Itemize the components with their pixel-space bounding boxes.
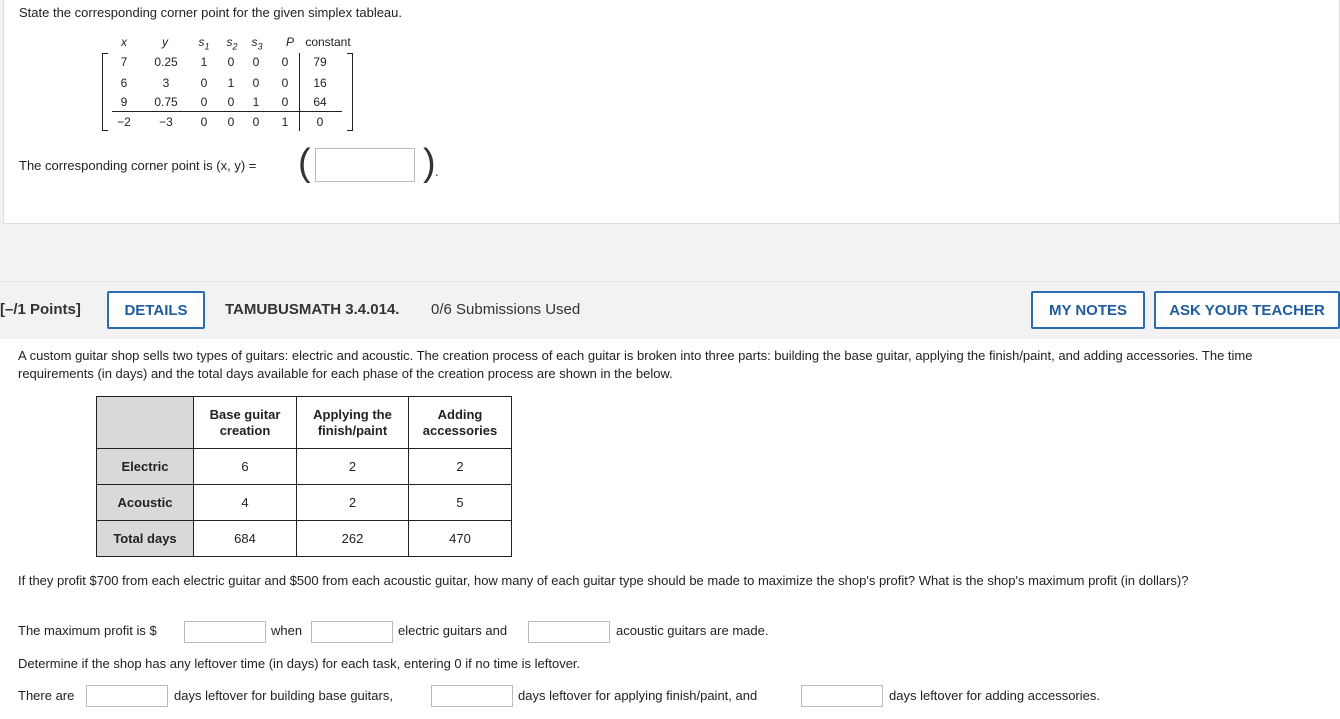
tableau-cell: 1 xyxy=(227,76,235,90)
table-row-header: Acoustic xyxy=(97,485,194,521)
table-cell: 6 xyxy=(194,449,297,485)
tableau-header-s3: $s_3$ xyxy=(251,35,263,52)
leftover-accessories-label: days leftover for adding accessories. xyxy=(889,688,1100,703)
tableau-header-constant: constant xyxy=(305,35,351,49)
tableau-cell: 0 xyxy=(200,76,208,90)
close-paren: ) xyxy=(423,142,436,184)
my-notes-button[interactable]: MY NOTES xyxy=(1031,291,1145,329)
table-cell: 2 xyxy=(297,485,409,521)
simplex-tableau xyxy=(94,32,359,132)
table-cell: 4 xyxy=(194,485,297,521)
tableau-header-p: P xyxy=(285,35,294,49)
tableau-cell: 7 xyxy=(120,55,128,69)
open-paren: ( xyxy=(298,142,311,184)
tableau-cell: 0 xyxy=(200,115,208,129)
guitar-time-table xyxy=(96,396,512,557)
table-cell: 470 xyxy=(409,521,512,557)
table-cell: 684 xyxy=(194,521,297,557)
table-row-header: Electric xyxy=(97,449,194,485)
tableau-right-bracket xyxy=(347,53,353,131)
acoustic-label: acoustic guitars are made. xyxy=(616,623,769,638)
electric-count-input[interactable] xyxy=(311,621,393,643)
table-column-header: Applying the finish/paint xyxy=(297,397,409,449)
tableau-cell: 79 xyxy=(313,55,327,69)
leftover-finish-label: days leftover for applying finish/paint, and xyxy=(518,688,758,703)
question-2-intro: A custom guitar shop sells two types of guitars: electric and acoustic. The creation process of each guitar is broken into three parts: building the base guitar, applying the finish/paint, and adding accessories. The time requirements (in days) and the total days available for each phase of the creation process are shown in the below. xyxy=(18,348,1253,381)
tableau-cell: 3 xyxy=(162,76,170,90)
tableau-cell: 0.75 xyxy=(154,95,178,109)
max-profit-input[interactable] xyxy=(184,621,266,643)
tableau-cell: 0 xyxy=(227,95,235,109)
tableau-divider-horizontal xyxy=(112,111,342,112)
acoustic-count-input[interactable] xyxy=(528,621,610,643)
table-cell: 262 xyxy=(297,521,409,557)
tableau-header-y: y xyxy=(162,35,168,49)
points-label: [–/1 Points] xyxy=(0,301,81,318)
question-2-prompt: If they profit $700 from each electric guitar and $500 from each acoustic guitar, how many of each guitar type should be made to maximize the shop's profit? What is the shop's maximum profit (in dollars)? xyxy=(18,573,1189,588)
tableau-cell: 16 xyxy=(313,76,327,90)
leftover-prompt: Determine if the shop has any leftover time (in days) for each task, entering 0 if no time is leftover. xyxy=(18,656,581,671)
tableau-cell: 0 xyxy=(281,55,289,69)
tableau-cell: 1 xyxy=(252,95,260,109)
submissions-used: 0/6 Submissions Used xyxy=(431,301,581,318)
max-profit-prefix: The maximum profit is $ xyxy=(18,623,157,638)
tableau-cell: 0 xyxy=(281,95,289,109)
leftover-accessories-input[interactable] xyxy=(801,685,883,707)
period: . xyxy=(435,164,439,179)
ask-your-teacher-button[interactable]: ASK YOUR TEACHER xyxy=(1154,291,1340,329)
question-1-prompt: State the corresponding corner point for the given simplex tableau. xyxy=(19,5,403,20)
tableau-cell: −2 xyxy=(117,115,131,129)
leftover-base-input[interactable] xyxy=(86,685,168,707)
tableau-cell: 6 xyxy=(120,76,128,90)
tableau-cell: 0 xyxy=(252,55,260,69)
table-cell: 2 xyxy=(297,449,409,485)
tableau-header-s2: $s_2$ xyxy=(226,35,238,52)
tableau-cell: 9 xyxy=(120,95,128,109)
details-button[interactable]: DETAILS xyxy=(107,291,205,329)
table-column-header: Adding accessories xyxy=(409,397,512,449)
tableau-cell: 0 xyxy=(252,115,260,129)
leftover-base-label: days leftover for building base guitars, xyxy=(174,688,393,703)
tableau-cell: 0 xyxy=(281,76,289,90)
table-column-header: Base guitar creation xyxy=(194,397,297,449)
tableau-cell: 0 xyxy=(252,76,260,90)
leftover-finish-input[interactable] xyxy=(431,685,513,707)
tableau-cell: 0 xyxy=(227,115,235,129)
question-2-card xyxy=(0,339,1340,719)
tableau-cell: −3 xyxy=(159,115,173,129)
tableau-cell: 0 xyxy=(316,115,324,129)
table-corner xyxy=(97,397,194,449)
corner-point-label: The corresponding corner point is (x, y) = xyxy=(19,158,257,173)
tableau-cell: 1 xyxy=(281,115,289,129)
question-code: TAMUBUSMATH 3.4.014. xyxy=(225,301,400,318)
question-1-card xyxy=(3,0,1340,224)
tableau-cell: 0 xyxy=(200,95,208,109)
there-are-label: There are xyxy=(18,688,75,703)
table-cell: 5 xyxy=(409,485,512,521)
electric-label: electric guitars and xyxy=(398,623,508,638)
tableau-cell: 1 xyxy=(200,55,208,69)
tableau-cell: 64 xyxy=(313,95,327,109)
tableau-header-s1: $s_1$ xyxy=(198,35,210,52)
tableau-cell: 0 xyxy=(227,55,235,69)
corner-point-input[interactable] xyxy=(315,148,415,182)
when-label: when xyxy=(271,623,303,638)
tableau-header-x: x xyxy=(121,35,127,49)
table-cell: 2 xyxy=(409,449,512,485)
tableau-cell: 0.25 xyxy=(154,55,178,69)
table-row-header: Total days xyxy=(97,521,194,557)
